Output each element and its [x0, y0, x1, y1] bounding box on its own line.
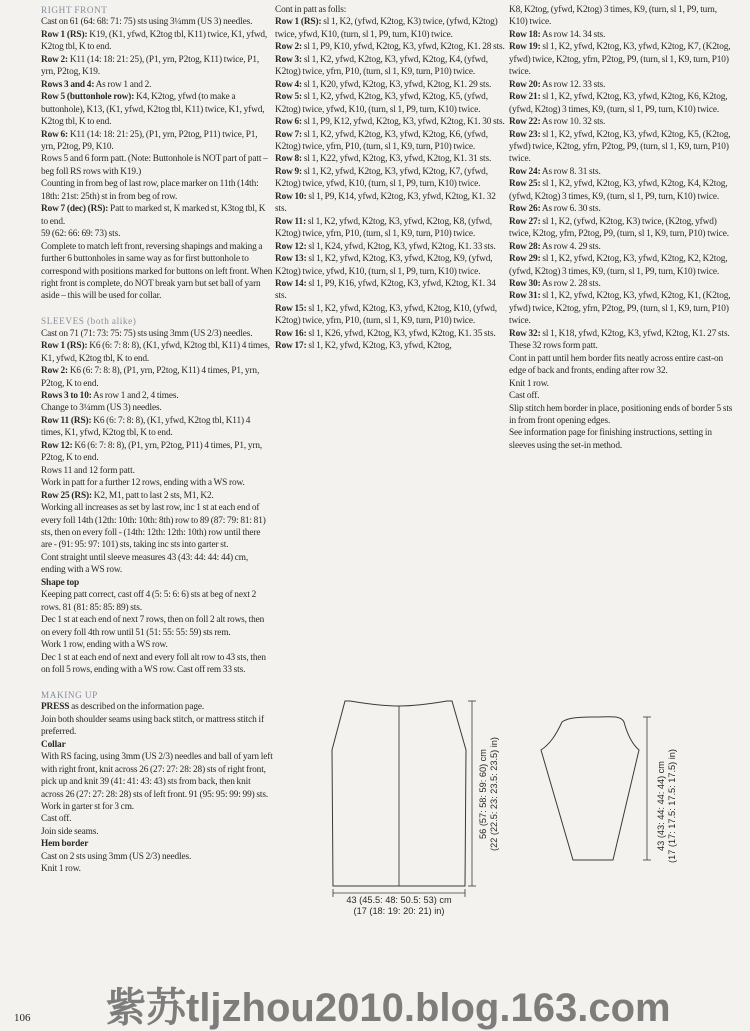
spacer	[41, 676, 273, 688]
paragraph: Slip stitch hem border in place, positioning ends of border 5 sts in from front opening edges.	[509, 403, 733, 426]
row-text: sl 1, K2, yfwd, K2tog, K3, yfwd, K2tog, K6, K2tog, (yfwd, K2tog) 3 times, K9, (turn, sl 1, P9, turn, K10) twice.	[509, 92, 728, 115]
subheading-shape-top: Shape top	[41, 577, 80, 588]
instruction-row-29	[509, 253, 735, 278]
row-text: K11 (14: 18: 21: 25), (P1, yrn, P2tog, K11) twice, P1, yrn, P2tog, K19.	[41, 54, 260, 78]
sleeve-length-label-inches: (17 (17: 17.5: 17.5: 17.5) in)	[667, 749, 677, 863]
paragraph: Join both shoulder seams using back stitch, or mattress stitch if preferred.	[41, 714, 264, 738]
row-text: sl 1, P9, K10, yfwd, K2tog, K3, yfwd, K2tog, K1. 28 sts.	[302, 42, 505, 53]
row-label: Row 16:	[275, 328, 307, 339]
row-text: As row 2. 28 sts.	[540, 278, 601, 289]
row-label: Row 18:	[509, 29, 541, 40]
paragraph: Dec 1 st at each end of next 7 rows, then on foll 2 alt rows, then on every foll 4th row until 51 (51: 55: 55: 59) sts rem.	[41, 615, 265, 638]
row-label: Row 2:	[41, 54, 69, 65]
paragraph: Cast on 2 sts using 3mm (US 2/3) needles.	[41, 851, 192, 862]
section-heading-making-up: MAKING UP	[41, 689, 98, 700]
row-label: Row 29:	[509, 254, 541, 265]
instruction-row-2	[275, 41, 507, 53]
instruction-rows-3-and-4	[41, 79, 273, 91]
row-text: K6 (6: 7: 8: 8), (P1, yrn, P2tog, P11) 4 times, P1, yrn, P2tog, K to end.	[41, 440, 263, 464]
paragraph: Change to 3¼mm (US 3) needles.	[41, 403, 162, 414]
row-label: Row 17:	[275, 341, 307, 352]
subheading-hem-border: Hem border	[41, 839, 89, 850]
row-label: Row 26:	[509, 204, 541, 215]
instruction-row-10	[275, 191, 507, 216]
column-left	[41, 4, 273, 876]
paragraph: Working all increases as set by last row, inc 1 st at each end of every foll 14th (12th: 10th: 10th: 8th) row to 89 (87: 79: 81: 81) sts, then on every foll - (14th: 12th: 12th: 10th) row until there are - (91: 95: 97: 101) sts, taking inc sts into garter st.	[41, 503, 266, 551]
body-length-label-inches: (22 (22.5: 23: 23.5: 23.5) in)	[489, 737, 499, 851]
instruction-row-8	[275, 153, 507, 165]
paragraph: Cast off.	[509, 391, 540, 402]
paragraph: Rows 11 and 12 form patt.	[41, 465, 135, 476]
instruction-row-7-dec-rs	[41, 203, 273, 228]
instruction-row-22	[509, 116, 735, 128]
row-label: Row 11 (RS):	[41, 415, 92, 426]
row-label: Row 31:	[509, 291, 541, 302]
row-label: Row 2:	[41, 366, 69, 377]
row-label: Row 15:	[275, 303, 307, 314]
row-text: sl 1, K2, (yfwd, K2tog, K3) twice, (yfwd, K2tog) twice, yfwd, K10, (turn, sl 1, P9, turn, K10) twice.	[275, 17, 498, 40]
paragraph: Dec 1 st at each end of next and every foll alt row to 43 sts, then on foll 5 rows, ending with a WS row. Cast off rem 33 sts.	[41, 652, 266, 675]
row-text: sl 1, K20, yfwd, K2tog, K3, yfwd, K2tog, K1. 29 sts.	[302, 79, 492, 90]
row-text: Patt to marked st, K marked st, K3tog tbl, K to end.	[41, 204, 266, 227]
instruction-row-7	[275, 129, 507, 154]
row-label: Rows 3 to 10:	[41, 391, 92, 402]
row-label: Row 9:	[275, 166, 303, 177]
row-text: sl 1, K22, yfwd, K2tog, K3, yfwd, K2tog, K1. 31 sts.	[302, 154, 492, 165]
instruction-row-5	[275, 91, 507, 116]
instruction-row-28	[509, 241, 735, 253]
row-label: Row 1 (RS):	[41, 29, 88, 40]
instruction-row-30	[509, 278, 735, 290]
instruction-row-14	[275, 278, 507, 303]
row-text: sl 1, K18, yfwd, K2tog, K3, yfwd, K2tog, K1. 27 sts.	[540, 328, 730, 339]
body-width-label-inches: (17 (18: 19: 20: 21) in)	[353, 906, 445, 916]
row-text: sl 1, K2, yfwd, K2tog, K3, yfwd, K2tog, K5, (K2tog, yfwd) twice, K2tog, yfrn, P2tog, P9, (turn, sl 1, K9, turn, P10) twice.	[509, 129, 731, 165]
paragraph: Knit 1 row.	[41, 864, 81, 875]
row-text: sl 1, K26, yfwd, K2tog, K3, yfwd, K2tog, K1. 35 sts.	[306, 328, 496, 339]
row-label: Row 25:	[509, 179, 541, 190]
row-text: K6 (6: 7: 8: 8), (K1, yfwd, K2tog tbl, K11) 4 times, K1, yfwd, K2tog tbl, K to end.	[41, 341, 270, 364]
row-label: Row 21:	[509, 92, 541, 103]
paragraph: Cont straight until sleeve measures 43 (43: 44: 44: 44) cm, ending with a WS row.	[41, 552, 249, 576]
page-number: 106	[14, 1012, 31, 1024]
instruction-row-1-rs	[41, 29, 273, 54]
row-label: Row 2:	[275, 42, 303, 53]
row-label: PRESS	[41, 702, 70, 713]
row-label: Row 12:	[41, 440, 73, 451]
instruction-row-2	[41, 54, 273, 79]
row-label: Row 1 (RS):	[41, 341, 88, 352]
subheading-collar: Collar	[41, 739, 66, 750]
row-label: Row 27:	[509, 216, 541, 227]
row-text: sl 1, P9, K12, yfwd, K2tog, K3, yfwd, K2tog, K1. 30 sts.	[302, 117, 505, 128]
paragraph: See information page for finishing instructions, setting in sleeves using the set-in method.	[509, 428, 712, 451]
row-text: sl 1, K2, yfwd, K2tog, K3, yfwd, K2tog, K6, (yfwd, K2tog) twice, yfrn, P10, (turn, sl 1, K9, turn, P10) twice.	[275, 129, 488, 152]
row-label: Row 1 (RS):	[275, 17, 322, 28]
row-text: sl 1, K2, yfwd, K2tog, K3, yfwd, K2tog, K8, (yfwd, K2tog) twice, yfrn, P10, (turn, sl 1, K9, turn, P10) twice.	[275, 216, 492, 240]
row-label: Row 8:	[275, 154, 303, 165]
row-text: sl 1, K2, yfwd, K2tog, K3, yfwd, K2tog, K4, (yfwd, K2tog) twice, yfrn, P10, (turn, sl 1, K9, turn, P10) twice.	[275, 54, 488, 78]
row-text: sl 1, K2, (yfwd, K2tog, K3) twice, (K2tog, yfwd) twice, K2tog, yfrn, P2tog, P9, (turn, sl 1, K9, turn, P10) twice.	[509, 216, 729, 240]
row-text: As row 4. 29 sts.	[540, 241, 601, 252]
instruction-rows-3-to-10	[41, 390, 273, 402]
instruction-row-12	[41, 440, 273, 465]
row-label: Row 5 (buttonhole row):	[41, 92, 135, 103]
row-label: Row 23:	[509, 129, 541, 140]
row-text: as described on the information page.	[69, 702, 205, 713]
sleeve-length-label: 43 (43: 44: 44: 44) cm	[656, 761, 666, 851]
instruction-row-16	[275, 328, 507, 340]
row-label: Row 28:	[509, 241, 541, 252]
row-text: sl 1, K2, yfwd, K2tog, K3, yfwd, K2tog, K2, K2tog, (yfwd, K2tog) 3 times, K9, (turn, sl 1, P9, turn, K10) twice.	[509, 254, 728, 277]
row-text: K2, M1, patt to last 2 sts, M1, K2.	[91, 490, 214, 501]
instruction-row-2	[41, 365, 273, 390]
row-text: sl 1, K24, yfwd, K2tog, K3, yfwd, K2tog, K1. 33 sts.	[306, 241, 496, 252]
instruction-row-18	[509, 29, 735, 41]
paragraph: With RS facing, using 3mm (US 2/3) needles and ball of yarn left with right front, knit across 26 (27: 27: 28: 28) sts of right front, pick up and knit 39 (41: 41: 43: 43) sts from back, then knit across 26 (27: 27: 28: 28) sts of left front. 91 (95: 95: 99: 99) sts.	[41, 752, 273, 800]
row-text: sl 1, P9, K14, yfwd, K2tog, K3, yfwd, K2tog, K1. 32 sts.	[275, 191, 496, 215]
row-label: Row 7:	[275, 129, 303, 140]
body-width-label: 43 (45.5: 48: 50.5: 53) cm	[346, 895, 452, 905]
row-label: Row 11:	[275, 216, 307, 227]
instruction-row-27	[509, 216, 735, 241]
row-label: Row 3:	[275, 54, 303, 65]
paragraph: K8, K2tog, (yfwd, K2tog) 3 times, K9, (turn, sl 1, P9, turn, K10) twice.	[509, 5, 717, 28]
column-right	[509, 4, 735, 452]
paragraph: Cast on 71 (71: 73: 75: 75) sts using 3mm (US 2/3) needles.	[41, 328, 253, 339]
paragraph: Rows 5 and 6 form patt. (Note: Buttonhole is NOT part of patt – beg foll RS rows with K19.)	[41, 154, 268, 177]
paragraph: Join side seams.	[41, 826, 99, 837]
row-text: sl 1, K2, yfwd, K2tog, K3, yfwd, K2tog,	[306, 341, 452, 352]
instruction-row-1-rs	[41, 340, 273, 365]
body-length-label: 56 (57: 58: 59: 60) cm	[478, 749, 488, 839]
instruction-row-26	[509, 203, 735, 215]
row-label: Row 6:	[275, 117, 303, 128]
body-outline	[332, 701, 466, 886]
instruction-row-19	[509, 41, 735, 78]
instruction-row-15	[275, 303, 507, 328]
row-text: sl 1, K2, yfwd, K2tog, K3, yfwd, K2tog, K7, (yfwd, K2tog) twice, yfwd, K10, (turn, sl 1, P9, turn, K10) twice.	[275, 166, 488, 190]
row-label: Row 4:	[275, 79, 303, 90]
row-text: sl 1, K2, yfwd, K2tog, K3, yfwd, K2tog, K5, (yfwd, K2tog) twice, yfwd, K10, (turn, sl 1, P9, turn, K10) twice.	[275, 92, 488, 115]
instruction-row-31	[509, 290, 735, 327]
paragraph: Keeping patt correct, cast off 4 (5: 5: 6: 6) sts at beg of next 2 rows. 81 (81: 85: 85: 89) sts.	[41, 590, 257, 613]
row-label: Row 25 (RS):	[41, 490, 92, 501]
row-text: sl 1, K2, yfwd, K2tog, K3, yfwd, K2tog, K7, (K2tog, yfwd) twice, K2tog, yfrn, P2tog, P9, (turn, sl 1, K9, turn, P10) twice.	[509, 42, 731, 78]
row-text: K6 (6: 7: 8: 8), (K1, yfwd, K2tog tbl, K11) 4 times, K1, yfwd, K2tog tbl, K to end.	[41, 415, 251, 439]
row-text: As row 1 and 2, 4 times.	[91, 391, 179, 402]
paragraph: Work in patt for a further 12 rows, ending with a WS row.	[41, 478, 245, 489]
section-heading-right-front: RIGHT FRONT	[41, 5, 108, 15]
paragraph: 59 (62: 66: 69: 73) sts.	[41, 229, 121, 240]
instruction-row-25	[509, 178, 735, 203]
paragraph: Work 1 row, ending with a WS row.	[41, 640, 168, 651]
row-text: As row 1 and 2.	[94, 79, 152, 90]
row-label: Row 32:	[509, 328, 541, 339]
row-text: sl 1, P9, K16, yfwd, K2tog, K3, yfwd, K2tog, K1. 34 sts.	[275, 278, 496, 302]
spacer	[41, 303, 273, 315]
row-label: Row 24:	[509, 166, 541, 177]
row-text: As row 8. 31 sts.	[540, 166, 601, 177]
row-text: As row 6. 30 sts.	[540, 204, 601, 215]
instruction-row-21	[509, 91, 735, 116]
instruction-row-3	[275, 54, 507, 79]
row-text: sl 1, K2, yfwd, K2tog, K3, yfwd, K2tog, K9, (yfwd, K2tog) twice, yfwd, K10, (turn, sl 1, P9, turn, K10) twice.	[275, 254, 493, 277]
instruction-row-4	[275, 79, 507, 91]
instruction-row-6	[275, 116, 507, 128]
instruction-row-11	[275, 216, 507, 241]
instruction-row-12	[275, 241, 507, 253]
row-text: sl 1, K2, yfwd, K2tog, K3, yfwd, K2tog, K4, K2tog, (yfwd, K2tog) 3 times, K9, (turn, sl 1, P9, turn, K10) twice.	[509, 179, 728, 202]
row-label: Row 12:	[275, 241, 307, 252]
row-text: sl 1, K2, yfwd, K2tog, K3, yfwd, K2tog, K10, (yfwd, K2tog) twice, yfrn, P10, (turn, sl 1, K9, turn, P10) twice.	[275, 303, 497, 327]
instruction-row-32	[509, 328, 735, 340]
paragraph: Counting in from beg of last row, place marker on 11th (14th: 18th: 21st: 25th) st in from beg of row.	[41, 179, 259, 202]
instruction-row-6	[41, 129, 273, 154]
row-text: K11 (14: 18: 21: 25), (P1, yrn, P2tog, P11) twice, P1, yrn, P2tog, P9, K10.	[41, 129, 258, 152]
row-label: Row 14:	[275, 278, 307, 289]
paragraph: Cast on 61 (64: 68: 71: 75) sts using 3¼mm (US 3) needles.	[41, 17, 253, 28]
watermark: 紫苏tljzhou2010.blog.163.com	[106, 986, 671, 1030]
row-label: Row 13:	[275, 254, 307, 265]
row-label: Row 30:	[509, 278, 541, 289]
paragraph: Cont in patt until hem border fits neatly across entire cast-on edge of back and fronts, ending after row 32.	[509, 353, 724, 377]
row-label: Row 19:	[509, 42, 541, 53]
row-text: As row 10. 32 sts.	[540, 117, 606, 128]
instruction-row-25-rs	[41, 490, 273, 502]
instruction-row-9	[275, 166, 507, 191]
row-label: Row 6:	[41, 129, 69, 140]
row-label: Row 7 (dec) (RS):	[41, 204, 109, 215]
row-text: K4, K2tog, yfwd (to make a buttonhole), K13, (K1, yfwd, K2tog tbl, K11) twice, K1, yfwd, K2tog tbl, K to end.	[41, 92, 265, 128]
paragraph: Complete to match left front, reversing shapings and making a further 6 buttonholes in same way as for first buttonhole to correspond with positions marked for buttons on left front. When right front is complete, do NOT break yarn but set ball of yarn aside – this will be used for collar.	[41, 241, 273, 302]
row-text: sl 1, K2, yfwd, K2tog, K3, yfwd, K2tog, K1, (K2tog, yfwd) twice, K2tog, yfrn, P2tog, P9, (turn, sl 1, K9, turn, P10) twice.	[509, 291, 731, 327]
row-label: Row 10:	[275, 191, 307, 202]
instruction-row-1-rs	[275, 16, 507, 41]
paragraph: Knit 1 row.	[509, 378, 549, 389]
column-middle	[275, 4, 507, 353]
row-text: K19, (K1, yfwd, K2tog tbl, K11) twice, K1, yfwd, K2tog tbl, K to end.	[41, 29, 268, 53]
section-heading-sleeves-both-alike: SLEEVES (both alike)	[41, 316, 137, 327]
paragraph: Work in garter st for 3 cm.	[41, 801, 135, 812]
row-text: K6 (6: 7: 8: 8), (P1, yrn, P2tog, K11) 4 times, P1, yrn, P2tog, K to end.	[41, 366, 260, 389]
instruction-row-11-rs	[41, 415, 273, 440]
row-label: Row 20:	[509, 79, 541, 90]
row-text: As row 14. 34 sts.	[540, 29, 606, 40]
instruction-press	[41, 701, 273, 713]
row-label: Rows 3 and 4:	[41, 79, 95, 90]
paragraph: Cast off.	[41, 814, 72, 825]
instruction-row-20	[509, 79, 735, 91]
sleeve-outline	[541, 717, 639, 860]
instruction-row-13	[275, 253, 507, 278]
row-text: As row 12. 33 sts.	[540, 79, 606, 90]
instruction-row-17	[275, 340, 507, 352]
instruction-row-24	[509, 166, 735, 178]
row-label: Row 5:	[275, 92, 303, 103]
instruction-row-5-buttonhole-row	[41, 91, 273, 128]
paragraph: These 32 rows form patt.	[509, 341, 598, 352]
row-label: Row 22:	[509, 117, 541, 128]
paragraph: Cont in patt as folls:	[275, 5, 347, 15]
instruction-row-23	[509, 129, 735, 166]
